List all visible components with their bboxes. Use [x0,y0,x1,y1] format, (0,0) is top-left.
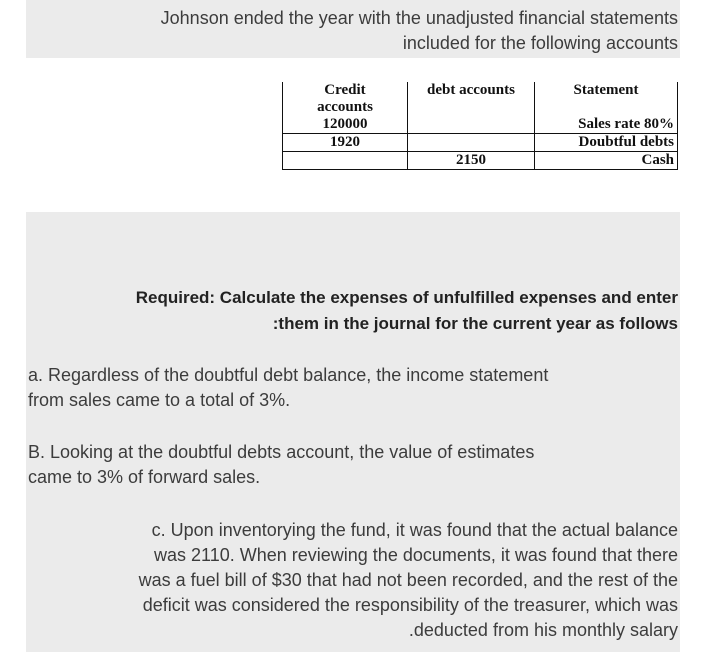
item-c [30,518,678,643]
debit-cell: 2150 [408,152,535,170]
statement-cell: Cash [535,152,678,170]
statement-header: Statement [535,82,678,116]
item-c-line-4: deficit was considered the responsibility of the treasurer, which was [142,595,678,615]
debit-cell [408,134,535,152]
table-row [283,152,678,170]
intro-line-2: included for the following accounts [402,33,678,53]
item-c-line-5: .deducted from his monthly salary [408,620,678,640]
statement-cell: Doubtful debts [535,134,678,152]
credit-accounts-header [283,82,408,116]
debit-cell [408,116,535,134]
accounts-table [282,82,678,170]
credit-header-line-1: Credit [324,82,366,98]
intro-line-1: Johnson ended the year with the unadjusted financial statements [160,8,678,28]
item-c-line-1: c. Upon inventorying the fund, it was found that the actual balance [151,520,678,540]
item-a-line-1: a. Regardless of the doubtful debt balance, the income statement [28,365,549,385]
table-header-row [283,82,678,116]
statement-cell: Sales rate 80% [535,116,678,134]
item-b [28,440,678,490]
item-a [28,363,678,413]
table-row [283,116,678,134]
item-c-line-3: was a fuel bill of $30 that had not been recorded, and the rest of the [138,570,678,590]
item-b-line-2: came to 3% of forward sales. [28,467,261,487]
credit-header-line-2: accounts [317,99,373,115]
item-b-line-1: B. Looking at the doubtful debts account, the value of estimates [28,442,535,462]
debit-accounts-header: debt accounts [408,82,535,116]
required-heading [30,285,678,337]
required-line-2: :them in the journal for the current year as follows [272,314,678,333]
table-row [283,134,678,152]
credit-cell: 1920 [283,134,408,152]
item-a-line-2: from sales came to a total of 3%. [28,390,291,410]
intro-text [30,6,678,56]
item-c-line-2: was 2110. When reviewing the documents, it was found that there [154,545,678,565]
credit-cell: 120000 [283,116,408,134]
required-line-1: Required: Calculate the expenses of unfulfilled expenses and enter [135,288,678,307]
credit-cell [283,152,408,170]
